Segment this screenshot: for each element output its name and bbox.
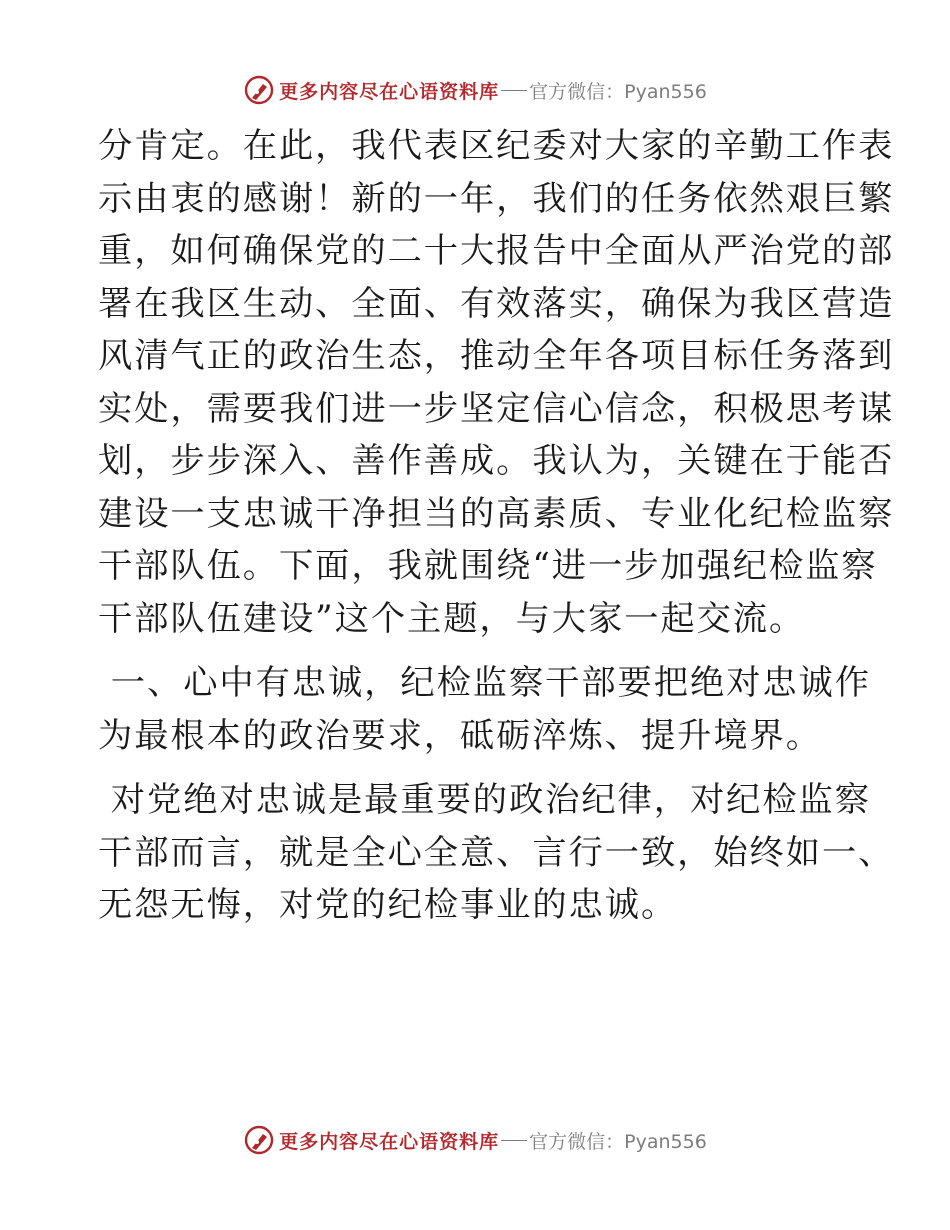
paragraph-gap [98, 762, 858, 774]
paragraph-2 [98, 774, 895, 932]
text-line: 无怨无悔，对党的纪检事业的忠诚。 [98, 885, 678, 925]
header-banner [0, 70, 950, 110]
text-line: 示由衷的感谢！新的一年，我们的任务依然艰巨繁 [98, 178, 895, 219]
text-line: 实处，需要我们进一步坚定信心信念，积极思考谋 [98, 388, 895, 429]
banner-brand-text: 更多内容尽在心语资料库 [279, 80, 500, 103]
footer-banner [0, 1120, 950, 1160]
text-line: 风清气正的政治生态，推动全年各项目标任务落到 [98, 336, 895, 376]
document-body [98, 120, 895, 932]
banner-dash [501, 1140, 527, 1141]
banner-wechat-text: 官方微信：Pyan556 [529, 1130, 707, 1153]
pen-nib-logo-icon [243, 1124, 275, 1156]
banner-dash [501, 90, 527, 91]
banner-brand-text: 更多内容尽在心语资料库 [279, 1130, 500, 1153]
text-line: 署在我区生动、全面、有效落实，确保为我区营造 [98, 283, 895, 324]
text-line: 重，如何确保党的二十大报告中全面从严治党的部 [98, 231, 895, 271]
text-line: 一、心中有忠诚，纪检监察干部要把绝对忠诚作 [98, 663, 871, 703]
text-line: 干部队伍建设”这个主题，与大家一起交流。 [98, 598, 806, 639]
text-line: 分肯定。在此，我代表区纪委对大家的辛勤工作表 [98, 126, 895, 166]
banner-wechat-text: 官方微信：Pyan556 [529, 80, 707, 103]
text-line: 划，步步深入、善作善成。我认为，关键在于能否 [98, 441, 895, 481]
text-line: 建设一支忠诚干净担当的高素质、专业化纪检监察 [98, 493, 895, 534]
text-line: 为最根本的政治要求，砥砺淬炼、提升境界。 [98, 715, 822, 756]
pen-nib-logo-icon [243, 74, 275, 106]
text-line: 干部而言，就是全心全意、言行一致，始终如一、 [98, 832, 895, 873]
section-heading-1 [98, 657, 871, 762]
text-line: 对党绝对忠诚是最重要的政治纪律，对纪检监察 [98, 780, 871, 820]
paragraph-1 [98, 120, 895, 645]
text-line: 干部队伍。下面，我就围绕“进一步加强纪检监察 [98, 546, 878, 586]
paragraph-gap [98, 645, 858, 657]
